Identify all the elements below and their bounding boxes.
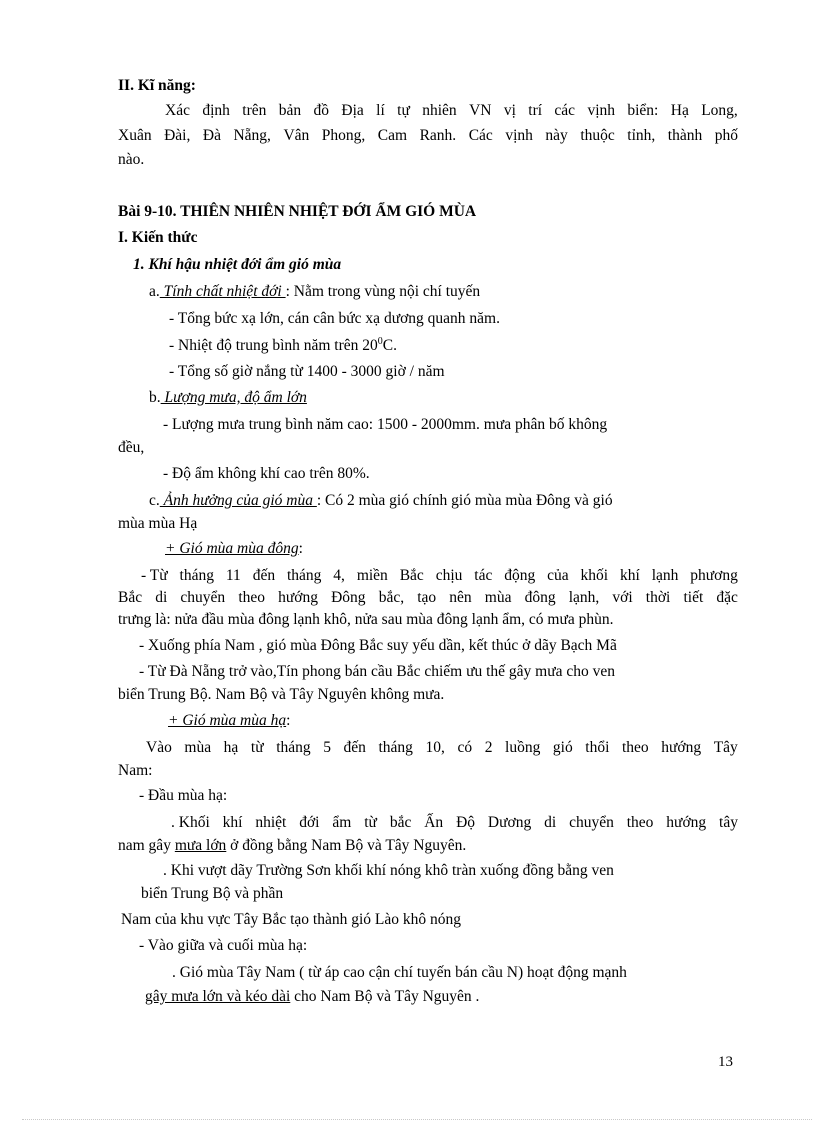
word: Đài, bbox=[164, 127, 191, 144]
part-a-colon: : bbox=[285, 283, 290, 300]
word: luồng bbox=[505, 739, 541, 756]
word: Bắc bbox=[118, 589, 143, 606]
truong-son-line-3: Nam của khu vực Tây Bắc tạo thành gió Lào khô nóng bbox=[121, 911, 461, 928]
danang-line-2: biển Trung Bộ. Nam Bộ và Tây Nguyên không mưa. bbox=[118, 686, 445, 703]
word: khí bbox=[222, 814, 243, 831]
word: Xác bbox=[165, 102, 190, 119]
word: Ấn bbox=[424, 814, 444, 831]
word: VN bbox=[469, 102, 492, 119]
part-b-bullet-1: - Lượng mưa trung bình năm cao: 1500 - 2000mm. mưa phân bố không bbox=[163, 416, 608, 433]
word: chịu bbox=[435, 567, 463, 584]
word: biển: bbox=[627, 102, 659, 119]
part-a-label: Tính chất nhiệt đới bbox=[159, 283, 286, 300]
word: này bbox=[545, 127, 568, 144]
winter-line-1 bbox=[141, 566, 738, 586]
word: Độ bbox=[456, 814, 476, 831]
summer-intro-line-2: Nam: bbox=[118, 762, 153, 779]
air-mass-before: nam gây bbox=[118, 837, 175, 854]
word: định bbox=[202, 102, 230, 119]
word: theo bbox=[626, 814, 654, 831]
part-c-cont: mùa mùa Hạ bbox=[118, 515, 198, 532]
climate-subheading: 1. Khí hậu nhiệt đới ẩm gió mùa bbox=[133, 256, 342, 273]
word: tự bbox=[397, 102, 410, 119]
skills-line-3: nào. bbox=[118, 151, 145, 168]
word: Đà bbox=[202, 127, 221, 144]
truong-son-line-1: . Khi vượt dãy Trường Sơn khối khí nóng khô tràn xuống đồng bằng ven bbox=[163, 862, 614, 879]
knowledge-heading: I. Kiến thức bbox=[118, 229, 198, 246]
word: bản bbox=[278, 102, 302, 119]
part-c-label: Ảnh hưởng của gió mùa bbox=[159, 492, 317, 509]
word: đến bbox=[252, 567, 276, 584]
word: 2 bbox=[484, 739, 493, 756]
word: nhiệt bbox=[255, 814, 287, 831]
word: từ bbox=[250, 739, 264, 756]
word: tháng bbox=[276, 739, 311, 756]
word: phố bbox=[714, 127, 738, 144]
word: Ranh. bbox=[419, 127, 457, 144]
word: Hạ bbox=[670, 102, 689, 119]
word: miền bbox=[356, 567, 388, 584]
skills-line-1 bbox=[165, 101, 738, 121]
southwest-line-2 bbox=[145, 987, 479, 1007]
word: có bbox=[457, 739, 473, 756]
heavy-rain-underlined: mưa lớn bbox=[174, 837, 227, 854]
word: các bbox=[554, 102, 576, 119]
word: Nẵng, bbox=[233, 127, 271, 144]
word: trên bbox=[242, 102, 267, 119]
part-b-bullet-2: - Độ ẩm không khí cao trên 80%. bbox=[163, 465, 370, 482]
temperature-unit: C. bbox=[382, 337, 397, 354]
temperature-text: - Nhiệt độ trung bình năm trên 20 bbox=[169, 337, 378, 354]
part-b-heading bbox=[149, 388, 307, 408]
temperature-superscript: 0 bbox=[377, 335, 383, 347]
part-a-heading bbox=[149, 282, 480, 302]
word: bắc bbox=[389, 814, 412, 831]
page-bottom-divider bbox=[22, 1119, 812, 1120]
word: động bbox=[504, 567, 536, 584]
word: hướng bbox=[278, 589, 318, 606]
part-a-text: Nằm trong vùng nội chí tuyến bbox=[289, 283, 481, 300]
winter-line-3: trưng là: nửa đầu mùa đông lạnh khô, nửa sau mùa đông lạnh ẩm, có mưa phùn. bbox=[118, 611, 614, 628]
part-c-colon: : bbox=[316, 492, 322, 509]
word: lí bbox=[376, 102, 385, 119]
winter-monsoon-label: + Gió mùa mùa đông bbox=[165, 540, 299, 557]
word: từ bbox=[364, 814, 377, 831]
word: lạnh bbox=[651, 567, 679, 584]
word: Tây bbox=[713, 739, 738, 756]
word: thành bbox=[667, 127, 703, 144]
part-b-label: Lượng mưa, độ ẩm lớn bbox=[160, 389, 307, 406]
word: đới bbox=[299, 814, 320, 831]
word: Phong, bbox=[321, 127, 366, 144]
word: đồ bbox=[313, 102, 330, 119]
word: đến bbox=[343, 739, 366, 756]
word: tác bbox=[474, 567, 493, 584]
word: đông bbox=[524, 589, 556, 606]
part-a-bullet-1: - Tổng bức xạ lớn, cán cân bức xạ dương quanh năm. bbox=[169, 310, 500, 327]
word: Đông bbox=[331, 589, 366, 606]
word: mùa bbox=[184, 739, 212, 756]
word: Vào bbox=[146, 739, 172, 756]
air-mass-line-2 bbox=[118, 836, 466, 856]
word: theo bbox=[622, 739, 649, 756]
part-c-heading bbox=[149, 491, 613, 511]
word: tháng bbox=[179, 567, 214, 584]
word: tháng bbox=[378, 739, 413, 756]
word: chuyển bbox=[569, 814, 614, 831]
part-b-bullet-1-cont: đều, bbox=[118, 439, 145, 456]
word: tháng bbox=[286, 567, 322, 584]
word: tây bbox=[719, 814, 738, 831]
word: mùa bbox=[484, 589, 512, 606]
word: Địa bbox=[341, 102, 364, 119]
word: Dương bbox=[487, 814, 532, 831]
word: ẩm bbox=[332, 814, 352, 831]
part-a-prefix: a. bbox=[149, 283, 160, 300]
word: thuộc bbox=[580, 127, 615, 144]
word: vị bbox=[503, 102, 516, 119]
early-summer-label: - Đầu mùa hạ: bbox=[139, 787, 228, 804]
word: hạ bbox=[223, 739, 239, 756]
winter-monsoon-colon: : bbox=[298, 540, 303, 557]
word: 5 bbox=[323, 739, 331, 756]
word: vịnh bbox=[505, 127, 533, 144]
word: gió bbox=[552, 739, 573, 756]
winter-line-2 bbox=[118, 588, 738, 608]
word: hướng bbox=[666, 814, 707, 831]
word: bắc, bbox=[378, 589, 405, 606]
summer-monsoon-colon: : bbox=[286, 712, 291, 729]
skills-heading: II. Kĩ năng: bbox=[118, 77, 196, 94]
word: lạnh, bbox=[568, 589, 600, 606]
truong-son-line-2: biển Trung Bộ và phần bbox=[141, 885, 284, 902]
word: Bắc bbox=[399, 567, 424, 584]
word: vịnh bbox=[587, 102, 615, 119]
word: theo bbox=[238, 589, 265, 606]
part-b-prefix: b. bbox=[149, 389, 161, 406]
word: Xuân bbox=[118, 127, 152, 144]
word: . Khối bbox=[171, 814, 210, 831]
word: di bbox=[155, 589, 168, 606]
word: Cam bbox=[377, 127, 408, 144]
southwest-line-1: . Gió mùa Tây Nam ( từ áp cao cận chí tuyến bán cầu N) hoạt động mạnh bbox=[172, 964, 627, 981]
lesson-title: Bài 9-10. THIÊN NHIÊN NHIỆT ĐỚI ẨM GIÓ MÙA bbox=[118, 203, 477, 220]
word: khối bbox=[580, 567, 609, 584]
word: nên bbox=[449, 589, 472, 606]
summer-monsoon-label: + Gió mùa mùa hạ bbox=[168, 712, 287, 729]
word: - Từ bbox=[141, 567, 168, 584]
part-c-prefix: c. bbox=[149, 492, 160, 509]
part-a-bullet-3: - Tổng số giờ nắng từ 1400 - 3000 giờ / năm bbox=[169, 363, 445, 380]
word: với bbox=[612, 589, 633, 606]
word: thời bbox=[645, 589, 671, 606]
word: di bbox=[544, 814, 557, 831]
word: khí bbox=[620, 567, 640, 584]
word: đặc bbox=[716, 589, 738, 606]
summer-intro-line-1 bbox=[146, 738, 738, 758]
word: tạo bbox=[417, 589, 437, 606]
word: Long, bbox=[701, 102, 738, 119]
skills-line-2 bbox=[118, 126, 738, 146]
word: tiết bbox=[683, 589, 704, 606]
word: thổi bbox=[585, 739, 610, 756]
word: trí bbox=[528, 102, 543, 119]
part-c-text: Có 2 mùa gió chính gió mùa mùa Đông và gió bbox=[321, 492, 613, 509]
word: chuyển bbox=[180, 589, 226, 606]
page-number: 13 bbox=[718, 1054, 733, 1070]
word: hướng bbox=[661, 739, 702, 756]
word: Vân bbox=[283, 127, 310, 144]
word: tỉnh, bbox=[627, 127, 656, 144]
summer-monsoon-heading bbox=[168, 711, 290, 731]
air-mass-after: ở đồng bằng Nam Bộ và Tây Nguyên. bbox=[226, 837, 467, 854]
winter-monsoon-heading bbox=[165, 539, 303, 559]
air-mass-line-1 bbox=[171, 813, 738, 833]
word: 11 bbox=[225, 567, 241, 584]
word: phương bbox=[690, 567, 738, 584]
part-a-bullet-2 bbox=[169, 336, 397, 356]
word: 10, bbox=[425, 739, 445, 756]
word: 4, bbox=[333, 567, 345, 584]
word: nhiên bbox=[422, 102, 457, 119]
mid-late-summer-label: - Vào giữa và cuối mùa hạ: bbox=[139, 937, 308, 954]
word: Các bbox=[468, 127, 493, 144]
southwest-after: cho Nam Bộ và Tây Nguyên . bbox=[290, 988, 480, 1005]
long-heavy-rain-underlined: gây mưa lớn và kéo dài bbox=[145, 988, 291, 1005]
danang-line-1: - Từ Đà Nẵng trở vào,Tín phong bán cầu Bắc chiếm ưu thế gây mưa cho ven bbox=[139, 663, 616, 680]
winter-south-line: - Xuống phía Nam , gió mùa Đông Bắc suy yếu dần, kết thúc ở dãy Bạch Mã bbox=[139, 637, 617, 654]
word: của bbox=[547, 567, 569, 584]
